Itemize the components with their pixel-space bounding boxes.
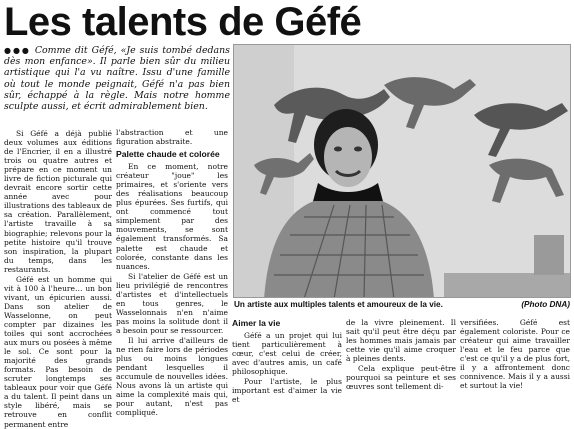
article-column-2 — [116, 128, 228, 417]
paragraph: versifiées. Géfé est également coloriste. Pour ce créateur qui aime travailler l'eau et le feu parce que c'est ce qu'il y a de plus fort, il y a affrontement donc connivence. Mais il y a aussi et surtout la vie! — [460, 318, 570, 391]
article-column-4 — [346, 318, 456, 391]
paragraph: En ce moment, notre créateur "joue" les primaires, et s'oriente vers des réalisations beaucoup plus épurées. Ses furtifs, qui ont commencé tout simplement par des mouvements, se sont également transformés. Sa palette est chaude et colorée, constante dans les nuances. — [116, 162, 228, 271]
subhead-palette: Palette chaude et colorée — [116, 149, 220, 160]
paragraph: Si l'atelier de Géfé est un lieu privilégié de rencontres d'artistes et d'intellectuels en tous genres, le Wasselonnais n'en n'aime pas moins la solitude dont il a besoin pour se ressourcer. — [116, 271, 228, 335]
headline: Les talents de Géfé — [4, 0, 362, 44]
photo-credit: (Photo DNA) — [521, 300, 570, 309]
bullet-ornament: ●●● — [4, 46, 31, 55]
paragraph: Il lui arrive d'ailleurs de ne rien faire lors de périodes plus ou moins longues pendant lesquelles il accumule de nouvelles idées. Nous avons là un artiste qui aime la complexité mais qui, pour autant, n'est pas compliqué. — [116, 335, 228, 418]
article-column-1 — [4, 129, 112, 429]
photo-caption — [234, 298, 572, 312]
artist-photo — [233, 44, 571, 298]
photo-illustration — [234, 45, 571, 298]
paragraph: Cela explique peut-être pourquoi sa peinture et ses œuvres sont tellement di- — [346, 364, 456, 392]
paragraph: de la vivre pleinement. Il sait qu'il peut être déçu par les hommes mais jamais par cette vie qu'il aime croquer à pleines dents. — [346, 318, 456, 364]
subhead-aimer-la-vie: Aimer la vie — [232, 318, 281, 328]
paragraph: Si Géfé a déjà publié deux volumes aux éditions de l'Encrier, il en a illustré trois ou quatre autres et prépare en ce moment un livre de fiction picturale qui devrait encore sortir cette année avec pour illustrations des tableaux de sa création. Parallèlement, l'artiste travaille à sa biographie; relevons pour la petite histoire qu'il trouve son inspiration, la plupart du temps, dans les restaurants. — [4, 129, 112, 274]
paragraph: Géfé a un projet qui lui tient particulièrement à cœur, c'est celui de créer, avec d'autres amis, un café philosophique. — [232, 331, 342, 377]
article-column-3 — [232, 318, 342, 404]
article-column-5 — [460, 318, 570, 390]
chapo-text: Comme dit Géfé, «Je suis tombé dedans dès mon enfance». Il parle bien sûr du milieu artistique qui l'a vu naître. Issu d'une famille où tout le monde peignait, Géfé n'a pas bien sûr, échappé à la règle. Mais notre homme sculpte aussi, et écrit admirablement bien. — [4, 45, 230, 113]
paragraph: l'abstraction et une figuration abstraite. — [116, 128, 228, 147]
paragraph: Pour l'artiste, le plus important est d'aimer la vie et — [232, 377, 342, 405]
paragraph: Géfé est un homme qui vit à 100 à l'heure… un bon vivant, un épicurien aussi. Dans son atelier de Wasselonne, on peut compter par dizaines les toiles qui sont accrochées aux murs ou posées à même le sol. Ce sont pour la majorité des grands formats. Pas besoin de scruter longtemps ses tableaux pour voir que Géfé a du talent. Il peint dans un style libéré, mais se retrouve en conflit permanent entre — [4, 274, 112, 429]
caption-text: Un artiste aux multiples talents et amoureux de la vie. — [234, 300, 443, 309]
chapo-intro — [4, 45, 230, 112]
